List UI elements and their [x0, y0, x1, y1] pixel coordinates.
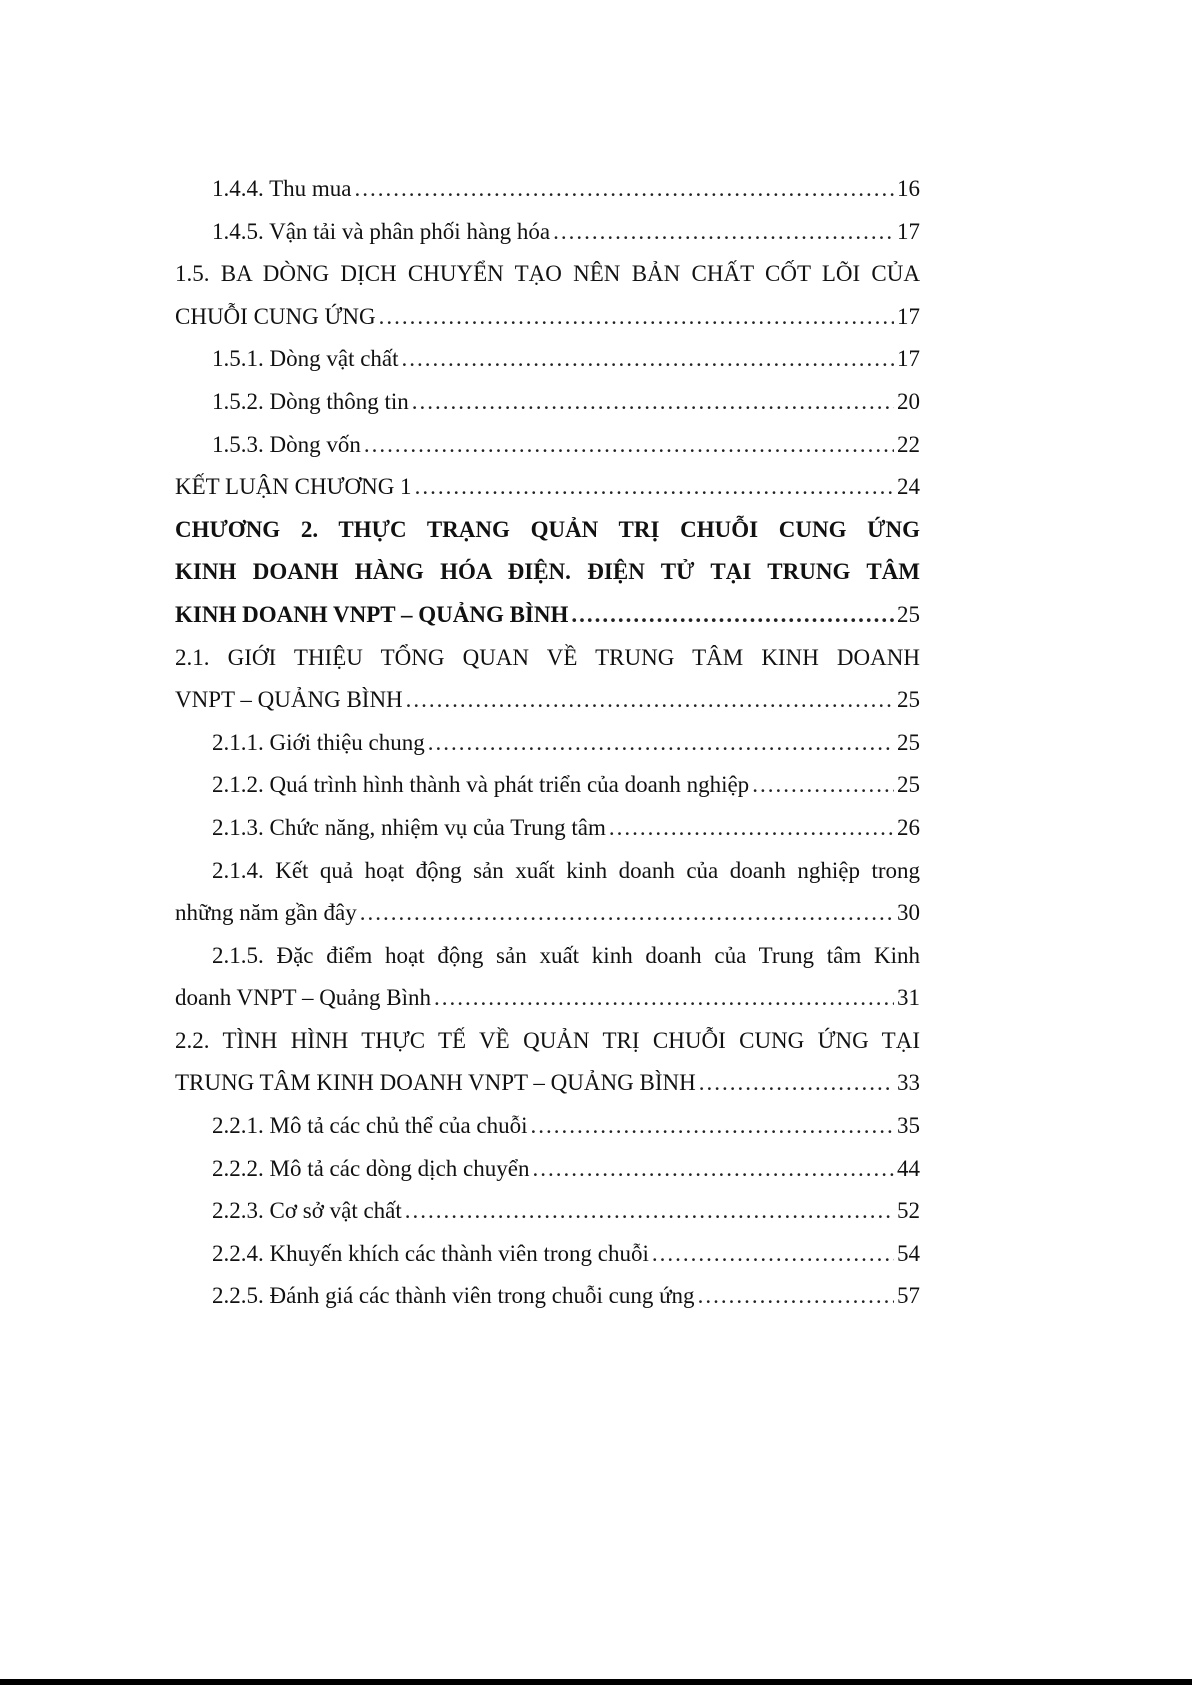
- dot-leader: [364, 424, 894, 467]
- toc-entry-1-5-3: [175, 424, 920, 467]
- toc-entry-2-2-4: [175, 1233, 920, 1276]
- toc-entry-2-1-2: [175, 764, 920, 807]
- toc-entry-1-5: [175, 253, 920, 338]
- toc-entry-1-5-2: [175, 381, 920, 424]
- toc-entry-title: TRUNG TÂM KINH DOANH VNPT – QUẢNG BÌNH: [175, 1070, 696, 1096]
- dot-leader: [553, 211, 894, 254]
- toc-entry-2-2-3: [175, 1190, 920, 1233]
- toc-entry-2-2: [175, 1020, 920, 1105]
- toc-entry-title: 1.4.5. Vận tải và phân phối hàng hóa: [212, 218, 551, 244]
- dot-leader: [360, 892, 894, 935]
- dot-leader: [571, 594, 894, 637]
- toc-entry-title: VNPT – QUẢNG BÌNH: [175, 687, 403, 713]
- toc-page-number: 17: [897, 218, 920, 244]
- toc-entry-title: KẾT LUẬN CHƯƠNG 1: [175, 474, 412, 500]
- toc-entry-2-1-1: [175, 722, 920, 765]
- toc-page-number: 26: [897, 814, 920, 840]
- toc-page-number: 30: [897, 900, 920, 926]
- dot-leader: [434, 977, 894, 1020]
- dot-leader: [609, 807, 894, 850]
- toc-entry-title: 2.2.5. Đánh giá các thành viên trong chuỗi cung ứng: [212, 1283, 695, 1309]
- toc-page-number: 20: [897, 388, 920, 414]
- toc-entry-2-2-1: [175, 1105, 920, 1148]
- toc-entry-1-4-4: [175, 168, 920, 211]
- table-of-contents: [175, 168, 920, 1318]
- toc-entry-title-line: 1.5. BA DÒNG DỊCH CHUYỂN TẠO NÊN BẢN CHẤT CỐT LÕI CỦA: [175, 261, 920, 287]
- toc-page-number: 24: [897, 474, 920, 500]
- toc-entry-title: KINH DOANH VNPT – QUẢNG BÌNH: [175, 601, 569, 627]
- toc-page-number: 54: [897, 1240, 920, 1266]
- toc-page-number: 17: [897, 303, 920, 329]
- toc-entry-title: 1.5.2. Dòng thông tin: [212, 388, 409, 414]
- toc-entry-title-line: 2.1.4. Kết quả hoạt động sản xuất kinh doanh của doanh nghiệp trong: [212, 857, 920, 883]
- toc-page-number: 25: [897, 601, 920, 627]
- toc-entry-1-5-1: [175, 338, 920, 381]
- toc-entry-title: 2.2.2. Mô tả các dòng dịch chuyển: [212, 1155, 530, 1181]
- toc-page-number: 17: [897, 346, 920, 372]
- toc-entry-title: 2.1.3. Chức năng, nhiệm vụ của Trung tâm: [212, 814, 606, 840]
- dot-leader: [652, 1233, 894, 1276]
- toc-entry-2-1-5: [175, 935, 920, 1020]
- dot-leader: [752, 764, 894, 807]
- toc-page-number: 44: [897, 1155, 920, 1181]
- toc-page-number: 33: [897, 1070, 920, 1096]
- toc-entry-title-line: CHƯƠNG 2. THỰC TRẠNG QUẢN TRỊ CHUỖI CUNG ỨNG: [175, 516, 920, 542]
- toc-entry-conclusion-chapter-1: [175, 466, 920, 509]
- toc-entry-title: 1.4.4. Thu mua: [212, 176, 352, 201]
- dot-leader: [354, 168, 894, 211]
- toc-page-number: 25: [897, 772, 920, 798]
- toc-page-number: 16: [897, 176, 920, 201]
- toc-entry-2-2-5: [175, 1275, 920, 1318]
- toc-entry-title: những năm gần đây: [175, 900, 357, 926]
- dot-leader: [531, 1105, 895, 1148]
- toc-entry-title-line: 2.1.5. Đặc điểm hoạt động sản xuất kinh doanh của Trung tâm Kinh: [212, 942, 920, 968]
- toc-entry-title: doanh VNPT – Quảng Bình: [175, 985, 431, 1011]
- dot-leader: [428, 722, 894, 765]
- toc-page-number: 31: [897, 985, 920, 1011]
- toc-entry-title: 2.2.3. Cơ sở vật chất: [212, 1198, 402, 1224]
- toc-entry-chapter-2: [175, 509, 920, 637]
- toc-page-number: 52: [897, 1198, 920, 1224]
- toc-entry-title: 1.5.1. Dòng vật chất: [212, 346, 399, 372]
- toc-entry-2-2-2: [175, 1148, 920, 1191]
- dot-leader: [532, 1148, 894, 1191]
- dot-leader: [415, 466, 894, 509]
- toc-entry-title: CHUỖI CUNG ỨNG: [175, 303, 376, 329]
- dot-leader: [379, 296, 894, 339]
- toc-page-number: 25: [897, 729, 920, 755]
- toc-page-number: 25: [897, 687, 920, 713]
- dot-leader: [412, 381, 894, 424]
- toc-entry-title: 1.5.3. Dòng vốn: [212, 431, 361, 457]
- toc-entry-title: 2.2.4. Khuyến khích các thành viên trong chuỗi: [212, 1240, 649, 1266]
- toc-page-number: 35: [897, 1113, 920, 1139]
- toc-entry-2-1-3: [175, 807, 920, 850]
- toc-entry-2-1: [175, 637, 920, 722]
- toc-entry-title: 2.1.1. Giới thiệu chung: [212, 729, 425, 755]
- dot-leader: [698, 1275, 894, 1318]
- toc-entry-title: 2.2.1. Mô tả các chủ thể của chuỗi: [212, 1113, 528, 1139]
- toc-entry-title-line: 2.1. GIỚI THIỆU TỔNG QUAN VỀ TRUNG TÂM KINH DOANH: [175, 644, 920, 670]
- dot-leader: [406, 679, 894, 722]
- page-bottom-edge: [0, 1679, 1192, 1685]
- toc-entry-title: 2.1.2. Quá trình hình thành và phát triển của doanh nghiệp: [212, 772, 750, 798]
- toc-entry-title-line: 2.2. TÌNH HÌNH THỰC TẾ VỀ QUẢN TRỊ CHUỖI CUNG ỨNG TẠI: [175, 1027, 920, 1053]
- dot-leader: [405, 1190, 894, 1233]
- dot-leader: [699, 1062, 894, 1105]
- toc-entry-1-4-5: [175, 211, 920, 254]
- toc-entry-2-1-4: [175, 850, 920, 935]
- toc-page-number: 57: [897, 1283, 920, 1309]
- dot-leader: [402, 338, 894, 381]
- toc-entry-title-line: KINH DOANH HÀNG HÓA ĐIỆN. ĐIỆN TỬ TẠI TRUNG TÂM: [175, 559, 920, 585]
- toc-page-number: 22: [897, 431, 920, 457]
